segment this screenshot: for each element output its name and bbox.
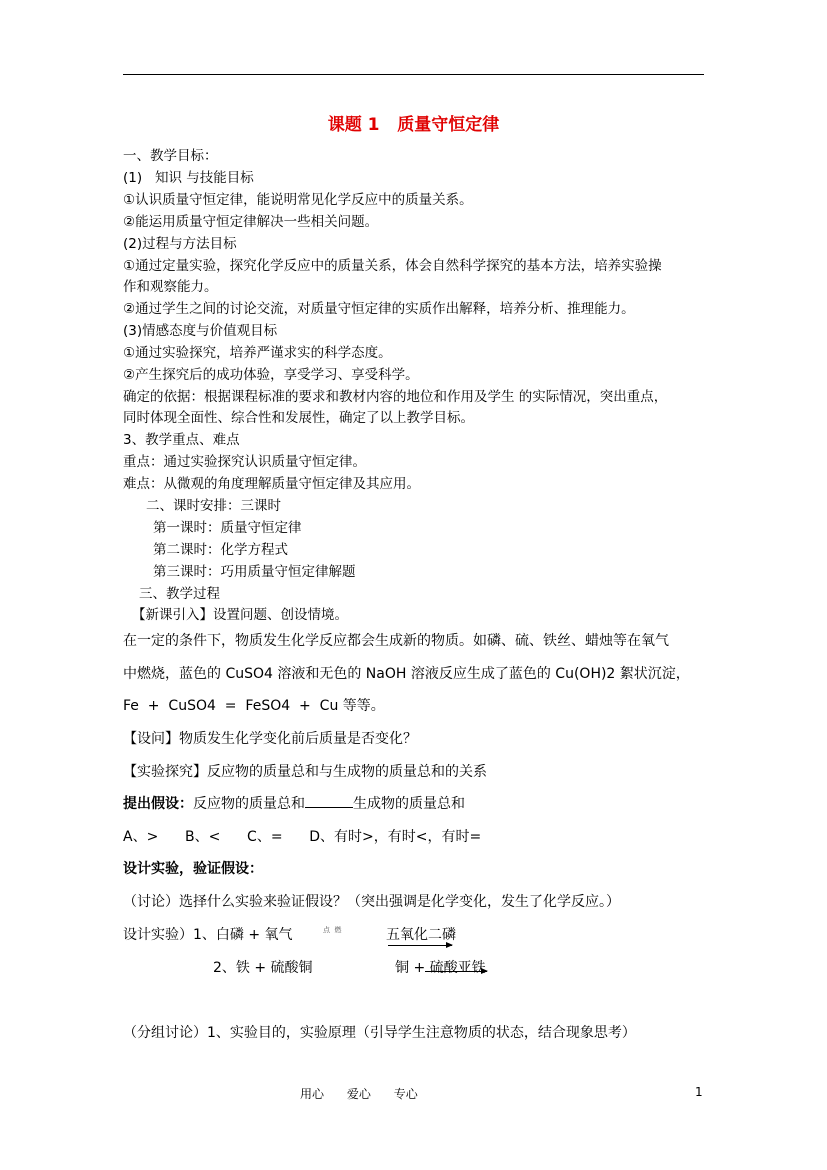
text-line: ②产生探究后的成功体验，享受学习、享受科学。	[123, 367, 419, 383]
text-line: 中燃烧，蓝色的 CuSO4 溶液和无色的 NaOH 溶液反应生成了蓝色的 Cu(OH)2 絮状沉淀，	[123, 666, 690, 682]
text-line: 第三课时：巧用质量守恒定律解题	[153, 564, 356, 580]
text-line: （讨论）选择什么实验来验证假设？（突出强调是化学变化，发生了化学反应。）	[123, 894, 620, 910]
blank-underline	[305, 794, 353, 808]
section-heading: 3、教学重点、难点	[123, 432, 240, 448]
text-line: 确定的依据：根据课程标准的要求和教材内容的地位和作用及学生 的实际情况，突出重点，	[123, 389, 668, 405]
text-line: ①认识质量守恒定律，能说明常见化学反应中的质量关系。	[123, 192, 473, 208]
text-line: 同时体现全面性、综合性和发展性，确定了以上教学目标。	[123, 410, 474, 426]
text-line: ②通过学生之间的讨论交流，对质量守恒定律的实质作出解释，培养分析、推理能力。	[123, 301, 635, 317]
text-line: ①通过定量实验，探究化学反应中的质量关系，体会自然科学探究的基本方法，培养实验操	[123, 258, 662, 274]
reaction-arrow	[425, 971, 487, 972]
text-line: ①通过实验探究，培养严谨求实的科学态度。	[123, 345, 392, 361]
hypothesis-label: 提出假设：	[123, 796, 193, 812]
text-line: 难点：从微观的角度理解质量守恒定律及其应用。	[123, 476, 420, 492]
text-line: 第二课时：化学方程式	[153, 542, 288, 558]
subsection-heading: (1) 知识 与技能目标	[123, 170, 254, 186]
hypothesis-line	[123, 794, 465, 814]
subsection-heading: (2)过程与方法目标	[123, 236, 237, 252]
text-line: 【设问】物质发生化学变化前后质量是否变化？	[123, 731, 417, 747]
hypothesis-left: 反应物的质量总和	[193, 796, 305, 812]
reaction-2: 2、铁 + 硫酸铜	[213, 960, 313, 976]
page-number: 1	[695, 1085, 703, 1099]
equation-line: Fe + CuSO4 = FeSO4 + Cu 等等。	[123, 698, 385, 714]
reaction-condition: 点 燃	[323, 926, 342, 934]
text-line: 重点：通过实验探究认识质量守恒定律。	[123, 454, 366, 470]
reaction-2-product: 铜 + 硫酸亚铁	[395, 960, 486, 976]
subsection-heading: (3)情感态度与价值观目标	[123, 323, 278, 339]
text-line: 作和观察能力。	[123, 279, 218, 295]
reaction-arrow	[388, 945, 452, 946]
section-heading: 一、教学目标：	[123, 148, 218, 164]
text-line: ②能运用质量守恒定律解决一些相关问题。	[123, 214, 379, 230]
text-line: （分组讨论）1、实验目的，实验原理（引导学生注意物质的状态，结合现象思考）	[123, 1025, 636, 1041]
text-line: 【新课引入】设置问题、创设情境。	[132, 607, 348, 623]
document-title: 课题 1 质量守恒定律	[327, 115, 500, 135]
text-line: 在一定的条件下，物质发生化学反应都会生成新的物质。如磷、硫、铁丝、蜡烛等在氧气	[123, 633, 669, 649]
text-line: 【实验探究】反应物的质量总和与生成物的质量总和的关系	[123, 764, 487, 780]
section-heading: 三、教学过程	[139, 586, 220, 602]
section-heading: 设计实验，验证假设：	[123, 861, 263, 877]
hypothesis-right: 生成物的质量总和	[353, 796, 465, 812]
options-line: A、> B、< C、= D、有时>，有时<，有时=	[123, 829, 482, 845]
header-rule	[123, 74, 704, 75]
footer-text: 用心 爱心 专心	[300, 1087, 418, 1101]
text-line: 第一课时：质量守恒定律	[153, 520, 302, 536]
section-heading: 二、课时安排：三课时	[146, 498, 281, 514]
reaction-1-product: 五氧化二磷	[386, 927, 456, 943]
reaction-1: 设计实验）1、白磷 + 氧气	[123, 927, 293, 943]
